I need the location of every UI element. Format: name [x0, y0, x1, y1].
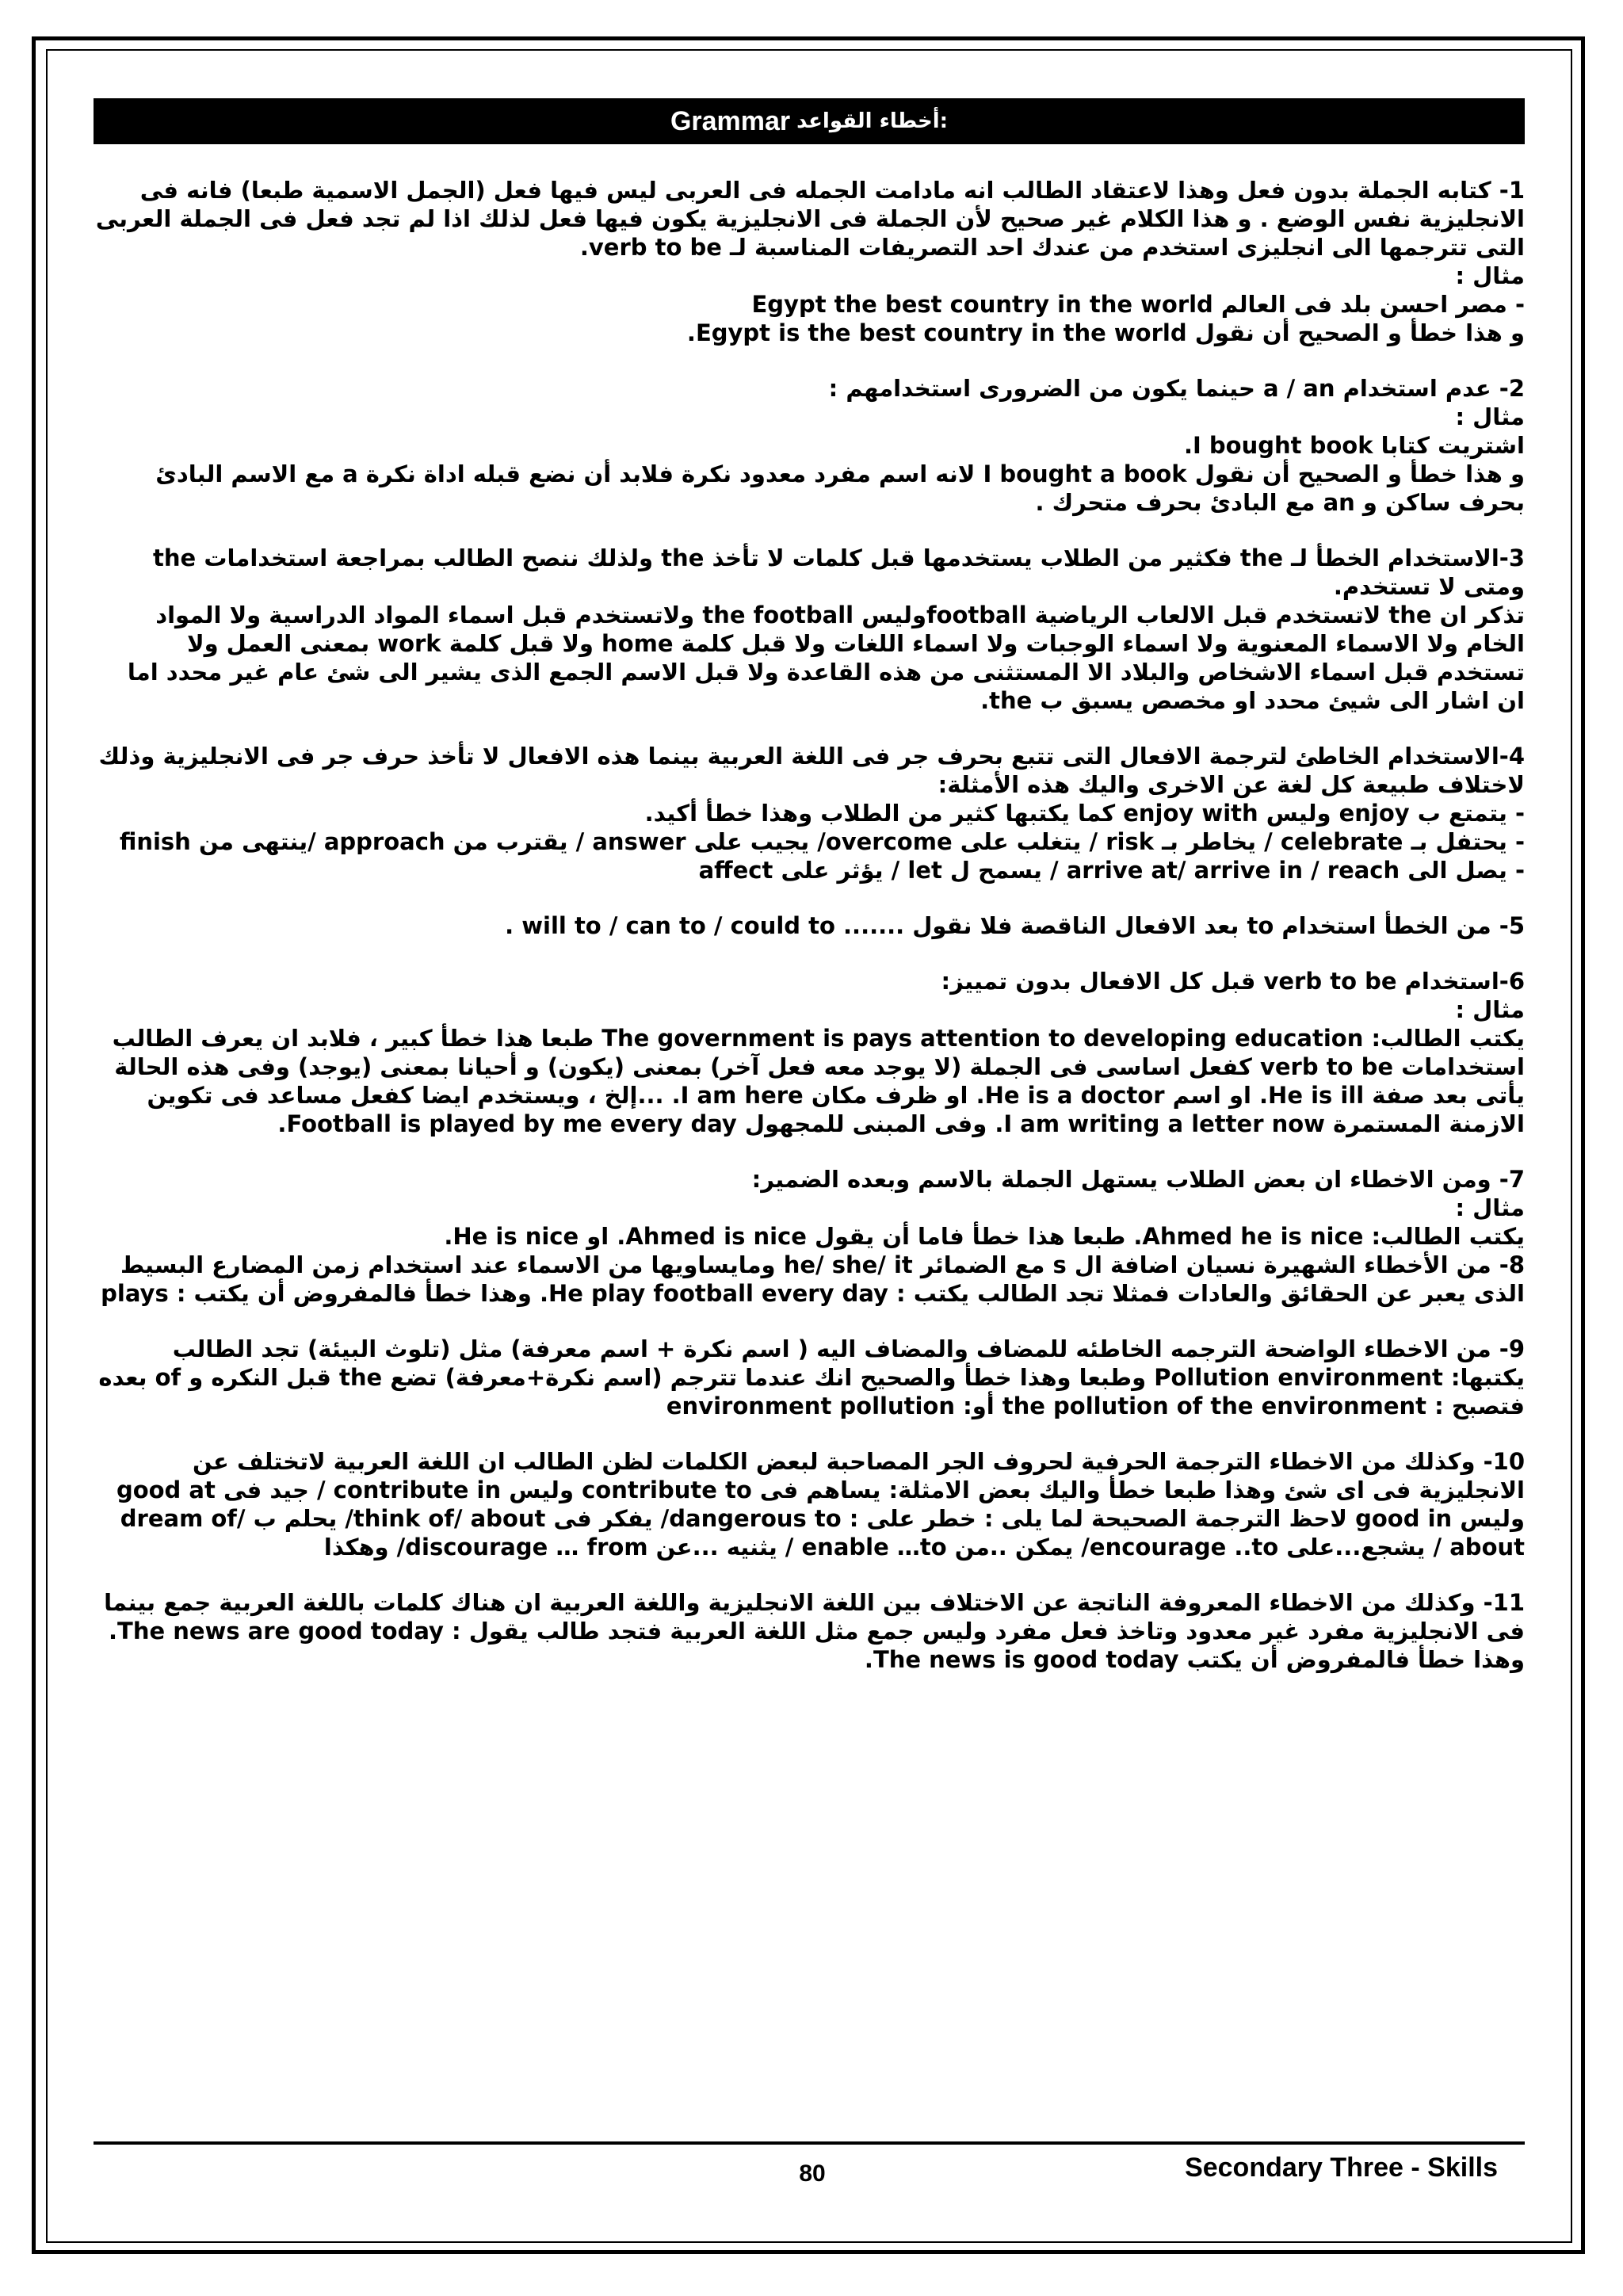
- rule-5: [94, 911, 1525, 940]
- rule-10: [94, 1447, 1525, 1561]
- paragraph: - يحتفل بـ celebrate / يخاطر بـ risk / يتغلب على overcome/ يجيب على answer / يقترب من approach /ينتهى من finish: [119, 828, 1525, 855]
- paragraph: يكتب الطالب: Ahmed he is nice. طبعا هذا خطأ فاما أن يقول Ahmed is nice. او He is nice.: [444, 1223, 1525, 1250]
- paragraph: مثال :: [1455, 1194, 1525, 1221]
- page-number: 80: [799, 2160, 826, 2187]
- rule-3: [94, 544, 1525, 715]
- paragraph: و هذا خطأ و الصحيح أن نقول Egypt is the best country in the world.: [686, 319, 1525, 346]
- paragraph: - يصل الى arrive at/ arrive in / reach / يسمح ل let / يؤثر على affect: [698, 857, 1525, 884]
- rule-11: [94, 1588, 1525, 1674]
- rule-7-8: [94, 1165, 1525, 1308]
- paragraph: اشتريت كتابا I bought book.: [1184, 432, 1525, 459]
- paragraph: و هذا خطأ و الصحيح أن نقول I bought a book لانه اسم مفرد معدود نكرة فلابد أن نضع قبله اداة نكرة a مع الاسم البادئ بحرف ساكن و an مع البادئ بحرف متحرك .: [155, 460, 1525, 516]
- paragraph: 9- من الاخطاء الواضحة الترجمه الخاطئه للمضاف والمضاف اليه ( اسم نكرة + اسم معرفة) مثل (تلوث البيئة) تجد الطالب يكتبها: Pollution environment وطبعا وهذا خطأ والصحيح انك عندما تترجم (اسم نكرة+معرفة) تضع the قبل النكره و of بعده فتصبح : the pollution of the environment أو: environment pollution: [98, 1335, 1525, 1419]
- paragraph: تذكر ان the لاتستخدم قبل الالعاب الرياضية footballوليس the football ولاتستخدم قبل اسماء المواد الدراسية ولا المواد الخام ولا الاسماء المعنوية ولا اسماء الوجبات ولا اسماء اللغات ولا قبل كلمة home ولا قبل كلمة work بمعنى العمل ولا تستخدم قبل اسماء الاشخاص والبلاد الا المستثنى من هذه القاعدة ولا قبل الاسم الجمع الذى يشير الى شئ عام غير محدد اما ان اشار الى شيئ محدد او مخصص يسبق ب the.: [127, 602, 1525, 714]
- paragraph: 8- من الأخطاء الشهيرة نسيان اضافة ال s مع الضمائر he/ she/ it ومايساويها من الاسماء عند استخدام زمن المضارع البسيط الذى يعبر عن الحقائق والعادات فمثلا تجد الطالب يكتب : He play football every day. وهذا خطأ فالمفروض أن يكتب : plays: [101, 1251, 1525, 1307]
- paragraph: 1- كتابه الجملة بدون فعل وهذا لاعتقاد الطالب انه مادامت الجمله فى العربى ليس فيها فعل (الجمل الاسمية طبعا) فانه فى الانجليزية نفس الوضع . و هذا الكلام غير صحيح لأن الجملة فى الانجليزية يكون فيها فعل لذلك اذا لم تجد فعل فى الجملة العربى التى تترجمها الى انجليزى استخدم من عندك احد التصريفات المناسبة لـ verb to be.: [95, 177, 1525, 261]
- paragraph: يكتب الطالب: The government is pays attention to developing education طبعا هذا خطأ كبير ، فلابد ان يعرف الطالب استخدامات verb to be كفعل اساسى فى الجملة (لا يوجد معه فعل آخر) بمعنى (يكون) و أحيانا بمعنى (يوجد) وفى هذه الحالة يأتى بعد صفة He is ill. او اسم He is a doctor. او ظرف مكان I am here. ...إلخ ، ويستخدم ايضا كفعل مساعد فى تكوين الازمنة المستمرة I am writing a letter now. وفى المبنى للمجهول Football is played by me every day.: [112, 1025, 1525, 1137]
- paragraph: 2- عدم استخدام a / an حينما يكون من الضرورى استخدامهم :: [828, 375, 1525, 402]
- paragraph: 4-الاستخدام الخاطئ لترجمة الافعال التى تتبع بحرف جر فى اللغة العربية بينما هذه الافعال لا تأخذ حرف جر فى الانجليزية وذلك لاختلاف طبيعة كل لغة عن الاخرى واليك هذه الأمثلة:: [98, 743, 1525, 798]
- paragraph: مثال :: [1455, 996, 1525, 1023]
- rule-6: [94, 967, 1525, 1138]
- paragraph: - يتمتع ب enjoy وليس enjoy with كما يكتبها كثير من الطلاب وهذا خطأ أكيد.: [644, 800, 1525, 827]
- section-header: [94, 98, 1525, 144]
- paragraph: 11- وكذلك من الاخطاء المعروفة الناتجة عن الاختلاف بين اللغة الانجليزية واللغة العربية ان هناك كلمات باللغة العربية جمع بينما فى الانجليزية مفرد غير معدود وتاخذ فعل مفرد وليس جمع مثل اللغة العربية فتجد طالب يقول : The news are good today. وهذا خطأ فالمفروض أن يكتب The news is good today.: [104, 1589, 1525, 1673]
- paragraph: 7- ومن الاخطاء ان بعض الطلاب يستهل الجملة بالاسم وبعده الضمير:: [751, 1166, 1525, 1193]
- rule-1: [94, 176, 1525, 347]
- paragraph: مثال :: [1455, 403, 1525, 430]
- paragraph: مثال :: [1455, 262, 1525, 289]
- paragraph: 10- وكذلك من الاخطاء الترجمة الحرفية لحروف الجر المصاحبة لبعض الكلمات لظن الطالب ان اللغة العربية لاتختلف عن الانجليزية فى اى شئ وهذا طبعا خطأ واليك بعض الامثلة: يساهم فى contribute to وليس contribute in / جيد فى good at وليس good in لاحظ الترجمة الصحيحة لما يلى : خطر على : dangerous to/ يفكر فى think of/ about/ يحلم ب dream of/ about / يشجع...على encourage ..to/ يمكن ..من enable …to / يثنيه ...عن discourage … from/ وهكذا: [116, 1448, 1525, 1561]
- rule-2: [94, 374, 1525, 517]
- document-body: [94, 176, 1525, 1701]
- paragraph: 3-الاستخدام الخطأ لـ the فكثير من الطلاب يستخدمها قبل كلمات لا تأخذ the ولذلك ننصح الطالب بمراجعة استخدامات the ومتى لا تستخدم.: [153, 544, 1525, 600]
- paragraph: 6-استخدام verb to be قبل كل الافعال بدون تمييز:: [941, 968, 1525, 995]
- header-title-en: Grammar: [670, 105, 791, 136]
- footer-divider: [94, 2141, 1525, 2145]
- rule-9: [94, 1335, 1525, 1420]
- footer-title: Secondary Three - Skills: [1185, 2153, 1498, 2183]
- paragraph: - مصر احسن بلد فى العالم Egypt the best country in the world: [751, 291, 1525, 318]
- header-title-ar: أخطاء القواعد:: [796, 109, 949, 133]
- paragraph: 5- من الخطأ استخدام to بعد الافعال الناقصة فلا نقول ....... will to / can to / could to .: [505, 912, 1525, 939]
- rule-4: [94, 742, 1525, 884]
